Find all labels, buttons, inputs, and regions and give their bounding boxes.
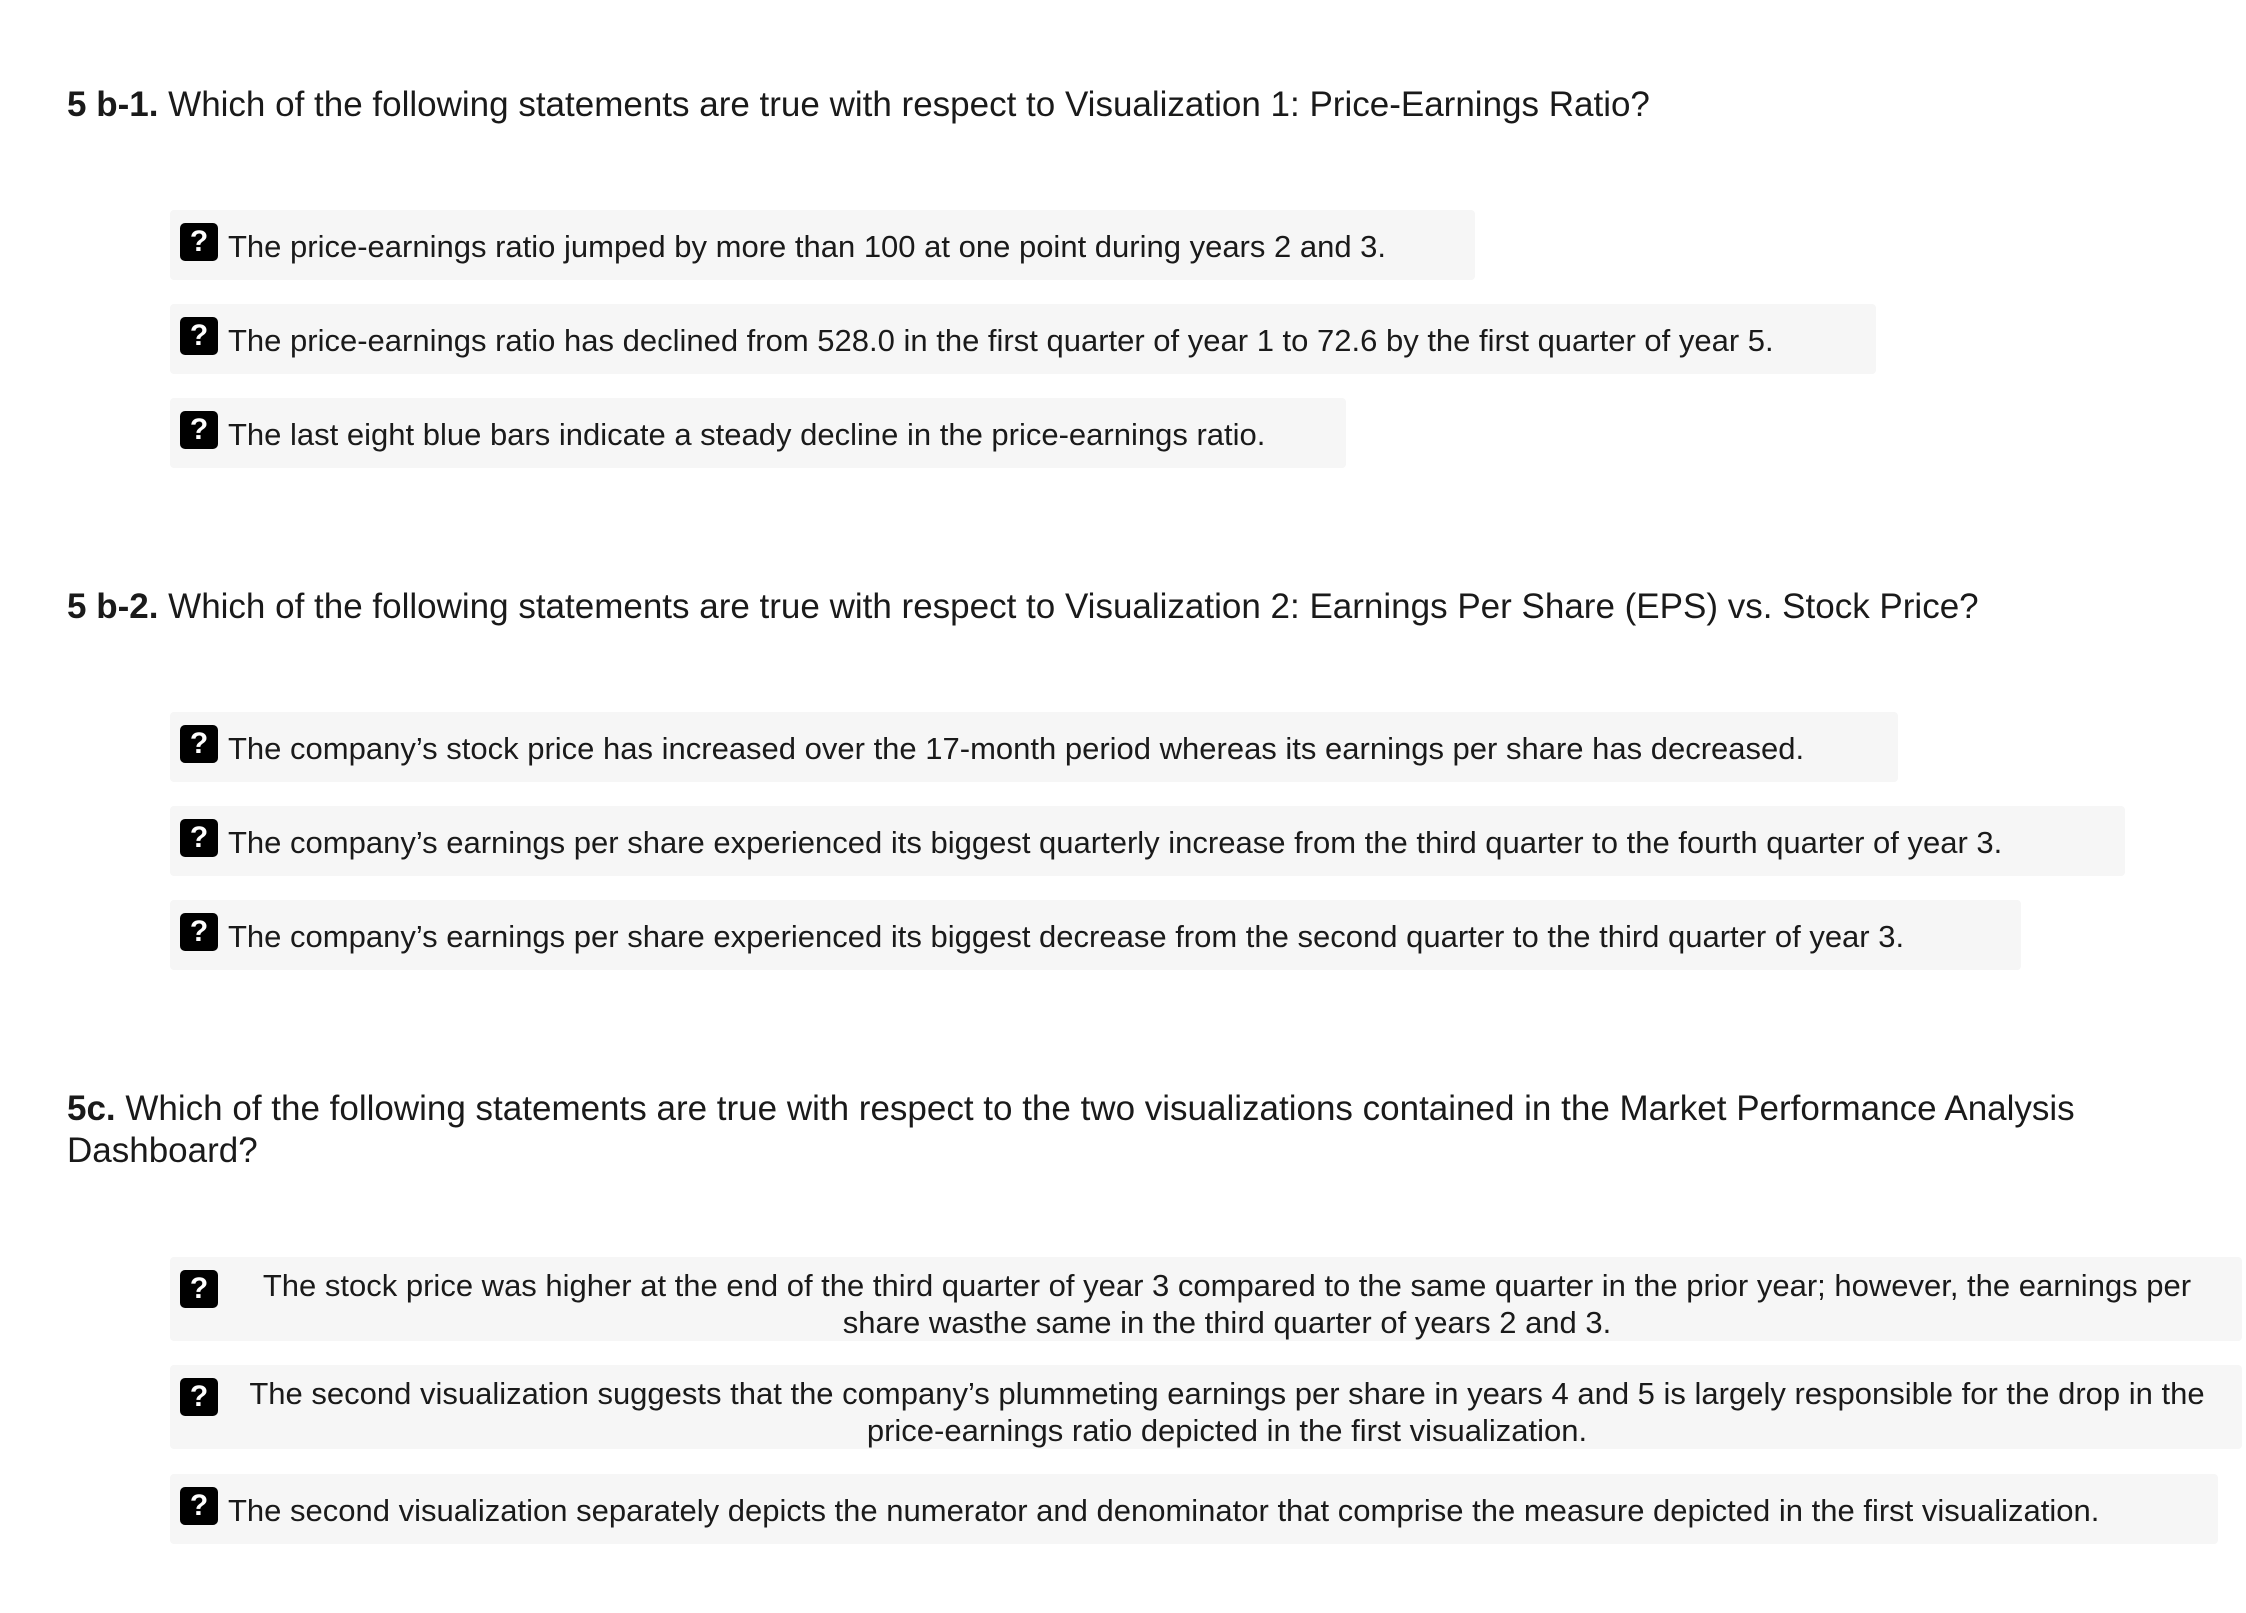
help-icon[interactable]: ? (180, 317, 218, 355)
option-text: The company’s earnings per share experienced its biggest quarterly increase from the third quarter to the fourth quarter of year 3. (228, 825, 2003, 860)
question-5b1 (67, 84, 2217, 126)
option-text: The company’s earnings per share experienced its biggest decrease from the second quarter to the third quarter of year 3. (228, 919, 1905, 954)
help-icon[interactable]: ? (180, 725, 218, 763)
answer-option[interactable] (170, 1365, 2242, 1449)
help-icon[interactable]: ? (180, 819, 218, 857)
option-text: The company’s stock price has increased over the 17-month period whereas its earnings per share has decreased. (228, 731, 1805, 766)
question-text: Which of the following statements are true with respect to Visualization 2: Earnings Per Share (EPS) vs. Stock Price? (168, 587, 1979, 626)
question-5b2 (67, 586, 2217, 628)
option-text: The last eight blue bars indicate a steady decline in the price-earnings ratio. (228, 417, 1266, 452)
answer-option[interactable] (170, 398, 1346, 468)
answer-option[interactable] (170, 806, 2125, 876)
option-text: The stock price was higher at the end of the third quarter of year 3 compared to the same quarter in the prior year; however, the earnings per share wasthe same in the third quarter of years 2 and 3. (262, 1268, 2192, 1340)
answer-option[interactable] (170, 210, 1475, 280)
question-5c (67, 1088, 2217, 1172)
answer-option[interactable] (170, 304, 1876, 374)
question-number: 5c. (67, 1089, 116, 1128)
question-number: 5 b-2. (67, 587, 159, 626)
answer-option[interactable] (170, 712, 1898, 782)
answer-option[interactable] (170, 1257, 2242, 1341)
question-text: Which of the following statements are true with respect to Visualization 1: Price-Earnings Ratio? (168, 85, 1650, 124)
help-icon[interactable]: ? (180, 1270, 218, 1308)
help-icon[interactable]: ? (180, 411, 218, 449)
help-icon[interactable]: ? (180, 913, 218, 951)
question-text: Which of the following statements are true with respect to the two visualizations contained in the Market Performance Analysis Dashboard? (67, 1089, 2075, 1170)
answer-option[interactable] (170, 1474, 2218, 1544)
option-text: The price-earnings ratio jumped by more than 100 at one point during years 2 and 3. (228, 229, 1387, 264)
option-text: The second visualization suggests that the company’s plummeting earnings per share in years 4 and 5 is largely responsible for the drop in the price-earnings ratio depicted in the first visualization. (249, 1376, 2205, 1448)
help-icon[interactable]: ? (180, 223, 218, 261)
answer-option[interactable] (170, 900, 2021, 970)
option-text: The price-earnings ratio has declined from 528.0 in the first quarter of year 1 to 72.6 by the first quarter of year 5. (228, 323, 1774, 358)
question-number: 5 b-1. (67, 85, 159, 124)
help-icon[interactable]: ? (180, 1378, 218, 1416)
help-icon[interactable]: ? (180, 1487, 218, 1525)
option-text: The second visualization separately depicts the numerator and denominator that comprise the measure depicted in the first visualization. (228, 1493, 2100, 1528)
